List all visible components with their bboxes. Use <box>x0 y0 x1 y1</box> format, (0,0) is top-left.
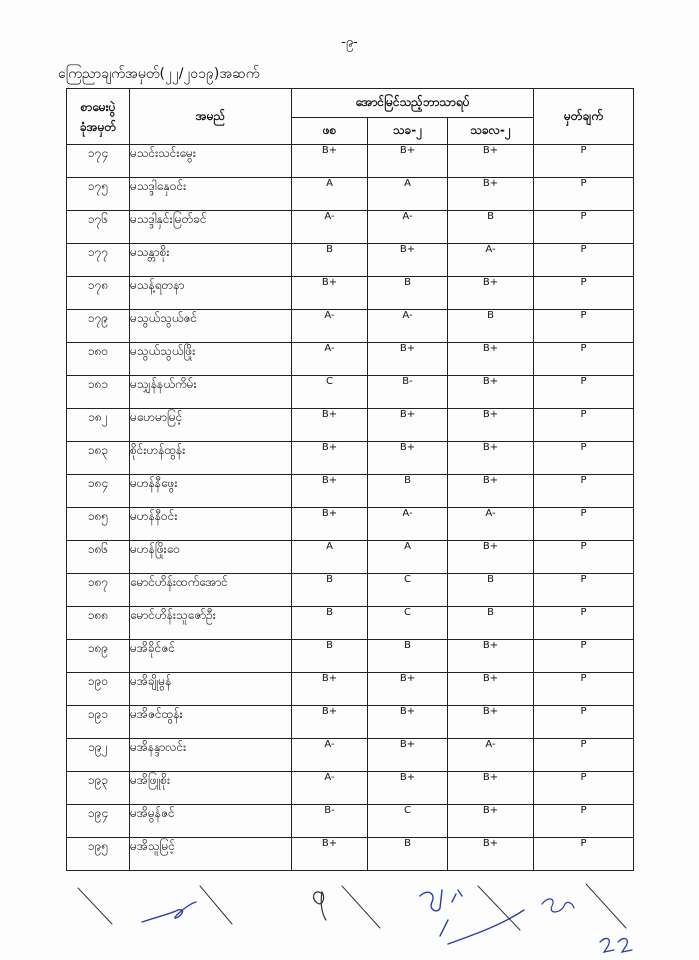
grade-subject-2-cell: B+ <box>368 145 448 178</box>
remark-cell: P <box>534 277 634 310</box>
serial-number-cell: ၁၈၉ <box>67 640 130 673</box>
table-row <box>67 409 634 442</box>
remark-cell: P <box>534 409 634 442</box>
grade-subject-3-cell: B+ <box>448 673 534 706</box>
grade-subject-3-cell: B+ <box>448 541 534 574</box>
grade-subject-2-cell: A- <box>368 508 448 541</box>
remark-cell: P <box>534 343 634 376</box>
serial-number-cell: ၁၈၆ <box>67 541 130 574</box>
grade-subject-2-cell: B+ <box>368 409 448 442</box>
name-cell: မသန္တာစိုး <box>130 244 292 277</box>
grade-subject-2-cell: B <box>368 277 448 310</box>
signature-slash-5 <box>586 884 626 928</box>
header-name: အမည် <box>130 89 292 145</box>
grade-subject-3-cell: B <box>448 211 534 244</box>
remark-cell: P <box>534 574 634 607</box>
grade-subject-3-cell: B+ <box>448 640 534 673</box>
grade-subject-2-cell: B+ <box>368 343 448 376</box>
grade-subject-1-cell: A- <box>292 772 368 805</box>
signature-area <box>0 880 699 960</box>
serial-number-cell: ၁၈၁ <box>67 376 130 409</box>
grade-subject-3-cell: B+ <box>448 805 534 838</box>
name-cell: မသန့်ရတနာ <box>130 277 292 310</box>
table-row <box>67 442 634 475</box>
name-cell: မအိချိုမွန် <box>130 673 292 706</box>
name-cell: မသွယ်သွယ်ဇင် <box>130 310 292 343</box>
grade-subject-1-cell: C <box>292 376 368 409</box>
grade-subject-3-cell: B+ <box>448 376 534 409</box>
name-cell: မဟန်ဖြိုးဝေ <box>130 541 292 574</box>
serial-number-cell: ၁၈၇ <box>67 574 130 607</box>
table-row <box>67 640 634 673</box>
grade-subject-1-cell: B+ <box>292 706 368 739</box>
signature-3 <box>420 890 524 944</box>
table-row <box>67 343 634 376</box>
name-cell: မသွယ်သွယ်ဖြိုး <box>130 343 292 376</box>
name-cell: မောင်ဟိန်းသူဇော်ဦး <box>130 607 292 640</box>
table-row <box>67 739 634 772</box>
serial-number-cell: ၁၇၆ <box>67 211 130 244</box>
name-cell: မအိနန္ဒာလင်း <box>130 739 292 772</box>
remark-cell: P <box>534 508 634 541</box>
table-row <box>67 574 634 607</box>
grade-subject-1-cell: B+ <box>292 475 368 508</box>
remark-cell: P <box>534 772 634 805</box>
table-row <box>67 145 634 178</box>
header-serial: စာမေးပွဲ ခုံအမှတ် <box>67 89 130 145</box>
grade-subject-1-cell: B- <box>292 805 368 838</box>
signature-slash-1 <box>78 888 112 924</box>
grade-subject-2-cell: B+ <box>368 673 448 706</box>
grade-subject-2-cell: C <box>368 607 448 640</box>
grade-subject-1-cell: B <box>292 640 368 673</box>
name-cell: မအိသူမြင့် <box>130 838 292 871</box>
table-row <box>67 805 634 838</box>
grade-subject-1-cell: A <box>292 178 368 211</box>
table-row <box>67 376 634 409</box>
table-row <box>67 277 634 310</box>
serial-number-cell: ၁၇၅ <box>67 178 130 211</box>
grade-subject-2-cell: B <box>368 475 448 508</box>
grade-subject-2-cell: A <box>368 178 448 211</box>
serial-number-cell: ၁၈၃ <box>67 442 130 475</box>
grade-subject-1-cell: B+ <box>292 838 368 871</box>
name-cell: မောင်ဟိန်းထက်အောင် <box>130 574 292 607</box>
grade-subject-3-cell: B+ <box>448 343 534 376</box>
grade-subject-3-cell: B+ <box>448 178 534 211</box>
grade-subject-1-cell: B <box>292 574 368 607</box>
remark-cell: P <box>534 706 634 739</box>
signature-1 <box>142 902 196 922</box>
grade-subject-3-cell: A- <box>448 739 534 772</box>
serial-number-cell: ၁၈၅ <box>67 508 130 541</box>
grade-subject-1-cell: B+ <box>292 508 368 541</box>
grade-subject-3-cell: B <box>448 310 534 343</box>
remark-cell: P <box>534 442 634 475</box>
grade-subject-3-cell: B+ <box>448 409 534 442</box>
name-cell: မအိဇင်ထွန်း <box>130 706 292 739</box>
name-cell: မသျှန်နယ်ကိမ်း <box>130 376 292 409</box>
serial-number-cell: ၁၇၄ <box>67 145 130 178</box>
grade-subject-1-cell: A <box>292 541 368 574</box>
remark-cell: P <box>534 739 634 772</box>
name-cell: မသဒ္ဒါနှေဝင်း <box>130 178 292 211</box>
grade-subject-2-cell: B- <box>368 376 448 409</box>
header-subjects-group: အောင်မြင်သည့်ဘာသာရပ် <box>292 89 534 118</box>
grade-subject-3-cell: B+ <box>448 475 534 508</box>
name-cell: မအိခိုင်ဇင် <box>130 640 292 673</box>
grade-subject-3-cell: A- <box>448 508 534 541</box>
grade-subject-2-cell: B+ <box>368 706 448 739</box>
grade-subject-1-cell: A- <box>292 211 368 244</box>
serial-number-cell: ၁၈၈ <box>67 607 130 640</box>
serial-number-cell: ၁၉၅ <box>67 838 130 871</box>
grade-subject-3-cell: B+ <box>448 706 534 739</box>
grade-subject-2-cell: C <box>368 574 448 607</box>
serial-number-cell: ၁၈၄ <box>67 475 130 508</box>
remark-cell: P <box>534 541 634 574</box>
serial-number-cell: ၁၉၁ <box>67 706 130 739</box>
initials <box>600 939 632 952</box>
grade-subject-3-cell: B+ <box>448 277 534 310</box>
signature-slash-3 <box>342 886 380 928</box>
grade-subject-3-cell: B <box>448 607 534 640</box>
remark-cell: P <box>534 376 634 409</box>
grade-subject-3-cell: B+ <box>448 838 534 871</box>
grade-subject-1-cell: B+ <box>292 409 368 442</box>
header-subject-2: သခ-၂ <box>368 118 448 145</box>
signature-2 <box>314 892 326 920</box>
table-row <box>67 178 634 211</box>
grade-subject-3-cell: A- <box>448 244 534 277</box>
name-cell: မဟန်နီဖွေး <box>130 475 292 508</box>
table-row <box>67 508 634 541</box>
serial-number-cell: ၁၉၃ <box>67 772 130 805</box>
serial-number-cell: ၁၇၉ <box>67 310 130 343</box>
serial-number-cell: ၁၈၂ <box>67 409 130 442</box>
serial-number-cell: ၁၉၂ <box>67 739 130 772</box>
grade-subject-2-cell: B+ <box>368 244 448 277</box>
grade-subject-3-cell: B+ <box>448 772 534 805</box>
table-row <box>67 244 634 277</box>
grade-subject-2-cell: A- <box>368 310 448 343</box>
remark-cell: P <box>534 475 634 508</box>
grade-subject-1-cell: B <box>292 607 368 640</box>
table-row <box>67 772 634 805</box>
table-row <box>67 607 634 640</box>
grade-subject-1-cell: B <box>292 244 368 277</box>
serial-number-cell: ၁၇၈ <box>67 277 130 310</box>
remark-cell: P <box>534 607 634 640</box>
grade-subject-2-cell: B <box>368 838 448 871</box>
grade-subject-3-cell: B <box>448 574 534 607</box>
grade-subject-3-cell: B+ <box>448 442 534 475</box>
page-number: -၉- <box>341 35 358 50</box>
remark-cell: P <box>534 805 634 838</box>
remark-cell: P <box>534 211 634 244</box>
table-row <box>67 310 634 343</box>
serial-number-cell: ၁၉၄ <box>67 805 130 838</box>
header-subject-1: ဖစ <box>292 118 368 145</box>
grade-subject-3-cell: B+ <box>448 145 534 178</box>
name-cell: မဟန်နီဝင်း <box>130 508 292 541</box>
name-cell: မသဒ္ဒါနှင်းမြတ်ခင် <box>130 211 292 244</box>
name-cell: မအိဖြူစိုး <box>130 772 292 805</box>
signature-slash-2 <box>200 886 232 924</box>
remark-cell: P <box>534 838 634 871</box>
remark-cell: P <box>534 178 634 211</box>
remark-cell: P <box>534 673 634 706</box>
name-cell: မဟေမာမြင့် <box>130 409 292 442</box>
table-row <box>67 475 634 508</box>
remark-cell: P <box>534 310 634 343</box>
grade-subject-1-cell: B+ <box>292 673 368 706</box>
name-cell: မသင်းသင်းမွေး <box>130 145 292 178</box>
remark-cell: P <box>534 145 634 178</box>
grade-subject-2-cell: B <box>368 640 448 673</box>
grade-subject-1-cell: B+ <box>292 145 368 178</box>
remark-cell: P <box>534 244 634 277</box>
grade-subject-1-cell: A- <box>292 310 368 343</box>
grade-subject-1-cell: B+ <box>292 442 368 475</box>
serial-number-cell: ၁၈၀ <box>67 343 130 376</box>
grade-subject-1-cell: A- <box>292 343 368 376</box>
results-table <box>66 88 634 871</box>
grade-subject-1-cell: B+ <box>292 277 368 310</box>
grade-subject-2-cell: A <box>368 541 448 574</box>
grade-subject-1-cell: A- <box>292 739 368 772</box>
serial-number-cell: ၁၇၇ <box>67 244 130 277</box>
results-table-body <box>67 145 634 871</box>
grade-subject-2-cell: C <box>368 805 448 838</box>
table-row <box>67 706 634 739</box>
announcement-heading: ကြေညာချက်အမှတ်(၂၂/၂၀၁၉)အဆက် <box>58 66 260 82</box>
grade-subject-2-cell: B+ <box>368 772 448 805</box>
serial-number-cell: ၁၉၀ <box>67 673 130 706</box>
name-cell: စိုင်းဟန်ထွန်း <box>130 442 292 475</box>
table-row <box>67 838 634 871</box>
grade-subject-2-cell: B+ <box>368 442 448 475</box>
grade-subject-2-cell: A- <box>368 211 448 244</box>
table-row <box>67 673 634 706</box>
name-cell: မအိမွန်ဇင် <box>130 805 292 838</box>
table-row <box>67 211 634 244</box>
table-row <box>67 541 634 574</box>
signature-4 <box>542 899 574 912</box>
header-remarks: မှတ်ချက် <box>534 89 634 145</box>
grade-subject-2-cell: B+ <box>368 739 448 772</box>
remark-cell: P <box>534 640 634 673</box>
header-subject-3: သခလ-၂ <box>448 118 534 145</box>
